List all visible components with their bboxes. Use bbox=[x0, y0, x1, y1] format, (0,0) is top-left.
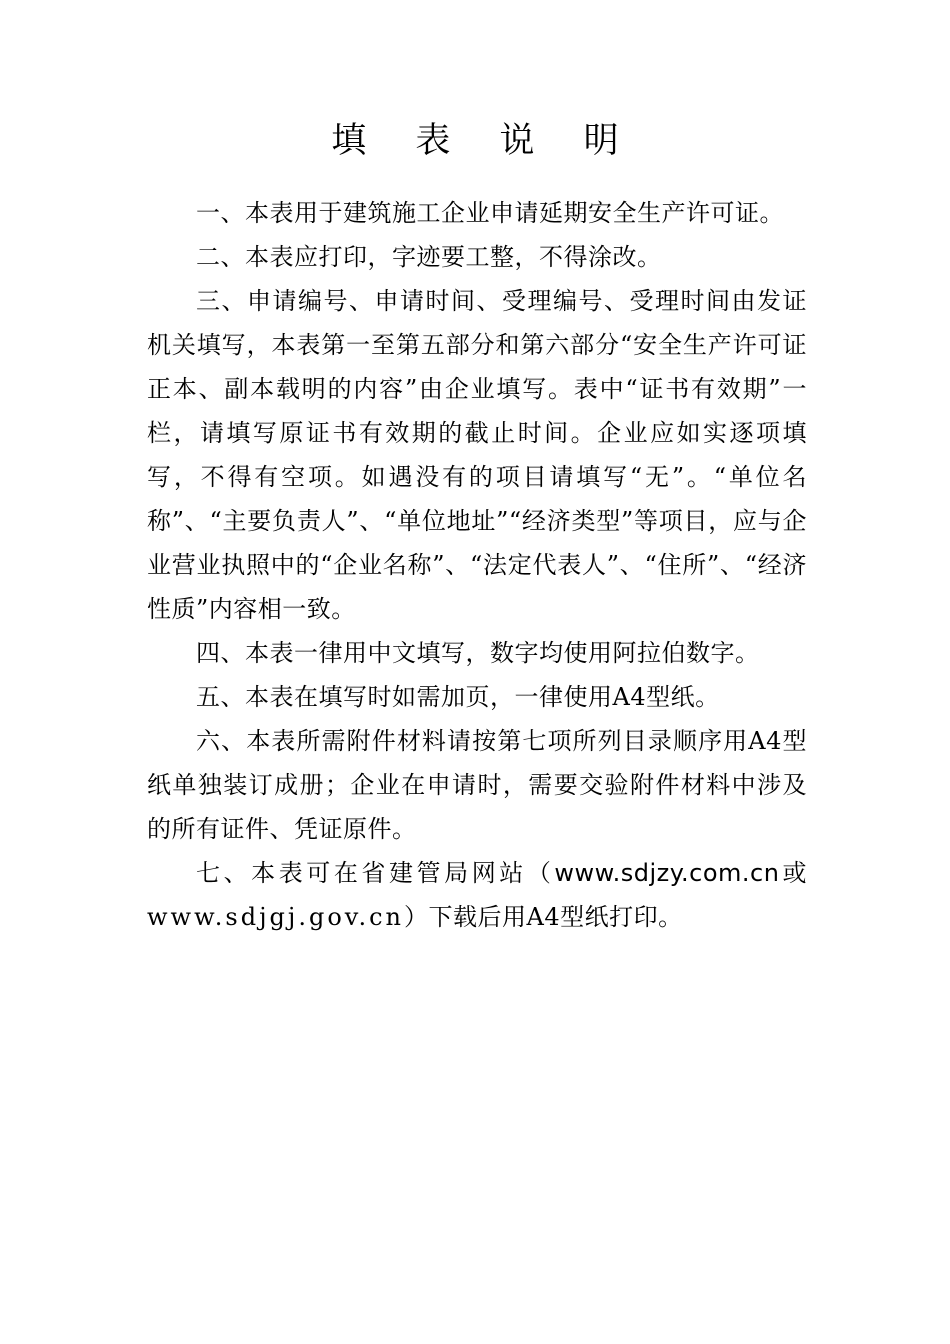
instruction-7 bbox=[147, 851, 807, 939]
instruction-3: 三、申请编号、申请时间、受理编号、受理时间由发证机关填写，本表第一至第五部分和第六部分“安全生产许可证正本、副本载明的内容”由企业填写。表中“证书有效期”一栏，请填写原证书有效期的截止时间。企业应如实逐项填写，不得有空项。如遇没有的项目请填写“无”。“单位名称”、“主要负责人”、“单位地址”“经济类型”等项目，应与企业营业执照中的“企业名称”、“法定代表人”、“住所”、“经济性质”内容相一致。 bbox=[147, 287, 807, 623]
instruction-6: 六、本表所需附件材料请按第七项所列目录顺序用A4型纸单独装订成册；企业在申请时，需要交验附件材料中涉及的所有证件、凭证原件。 bbox=[147, 727, 807, 843]
instructions-body bbox=[147, 191, 807, 939]
instruction-7-prefix: 七、本表可在省建管局网站（ bbox=[196, 859, 555, 887]
instruction-5: 五、本表在填写时如需加页，一律使用A4型纸。 bbox=[196, 683, 720, 711]
website-url-1: www.sdjzy.com.cn bbox=[554, 859, 780, 887]
page-title: 填 表 说 明 bbox=[331, 121, 638, 161]
instruction-7-or: 或 bbox=[779, 859, 808, 887]
instruction-4: 四、本表一律用中文填写，数字均使用阿拉伯数字。 bbox=[196, 639, 760, 667]
instruction-1: 一、本表用于建筑施工企业申请延期安全生产许可证。 bbox=[196, 199, 784, 227]
instruction-7-suffix: ）下载后用A4型纸打印。 bbox=[404, 903, 683, 931]
instruction-2: 二、本表应打印，字迹要工整，不得涂改。 bbox=[196, 243, 662, 271]
website-url-2: www.sdjgj.gov.cn bbox=[147, 903, 405, 931]
